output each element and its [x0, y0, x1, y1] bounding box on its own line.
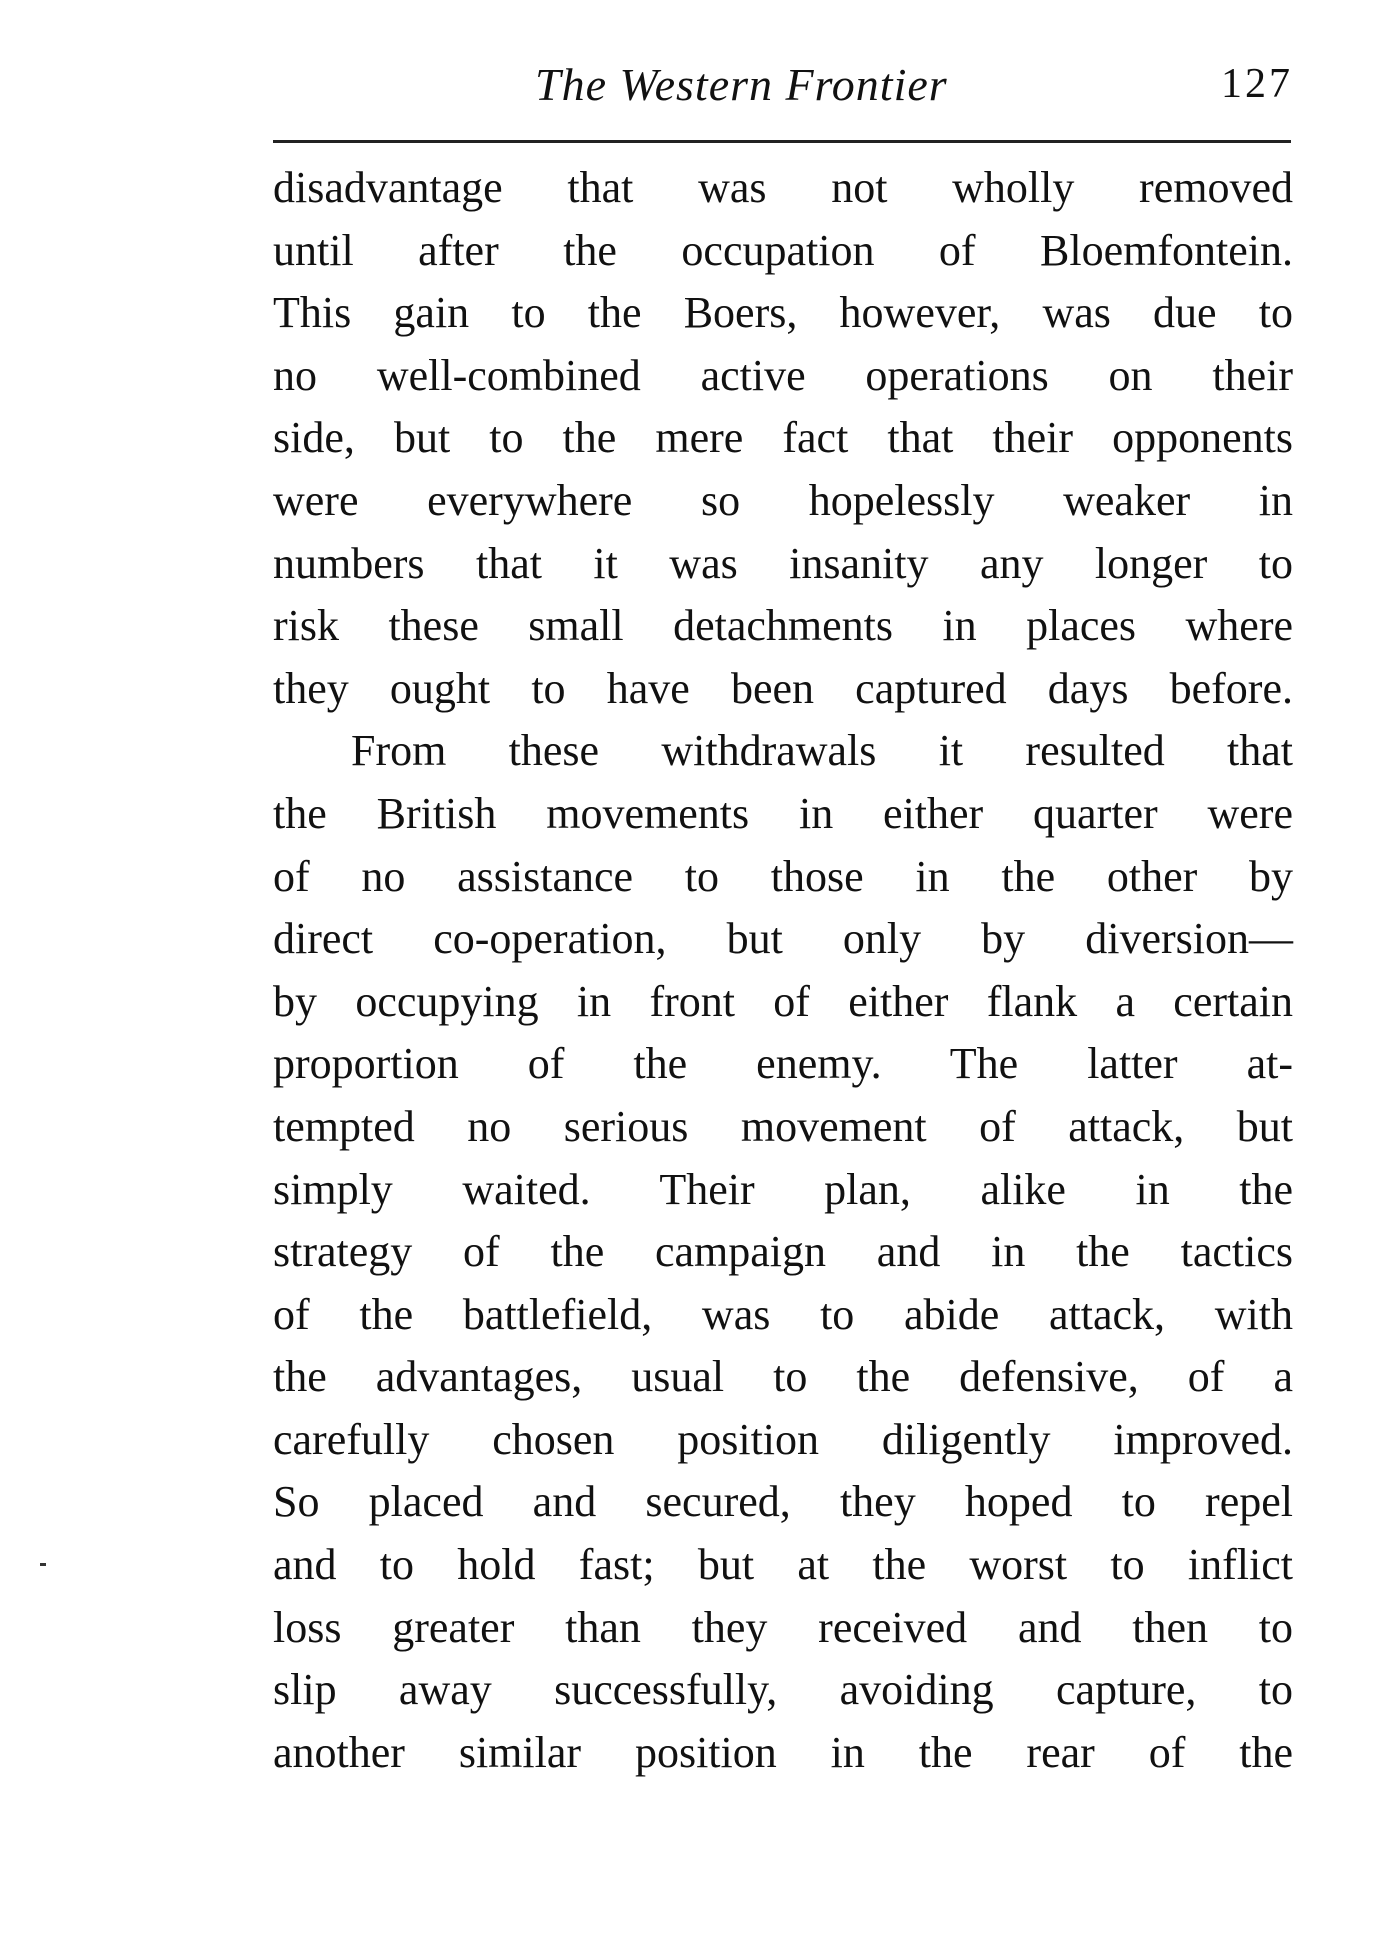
text-line: were everywhere so hopelessly weaker in — [273, 475, 1293, 525]
text-line: This gain to the Boers, however, was due to — [273, 288, 1293, 338]
text-line: slip away successfully, avoiding capture, to — [273, 1665, 1293, 1715]
text-line: of the battlefield, was to abide attack, with — [273, 1289, 1293, 1339]
text-line: of no assistance to those in the other by — [273, 851, 1293, 901]
text-line: From these withdrawals it resulted that — [351, 726, 1293, 776]
text-line: simply waited. Their plan, alike in the — [273, 1164, 1293, 1214]
running-head — [273, 58, 1293, 118]
body-text — [273, 157, 1293, 1784]
page-number: 127 — [1221, 61, 1293, 107]
text-line: loss greater than they received and then to — [273, 1602, 1293, 1652]
text-line: side, but to the mere fact that their opponents — [273, 413, 1293, 463]
text-line: they ought to have been captured days before. — [273, 663, 1293, 713]
text-line: no well-combined active operations on their — [273, 350, 1293, 400]
header-rule — [273, 140, 1291, 143]
running-title: The Western Frontier — [535, 59, 948, 110]
text-line: by occupying in front of either flank a certain — [273, 976, 1293, 1026]
text-line: the advantages, usual to the defensive, of a — [273, 1352, 1293, 1402]
text-line: direct co-operation, but only by diversion— — [273, 914, 1293, 964]
text-line: carefully chosen position diligently improved. — [273, 1414, 1293, 1464]
text-line: numbers that it was insanity any longer to — [273, 538, 1293, 588]
text-line: until after the occupation of Bloemfontein. — [273, 225, 1293, 275]
text-line: risk these small detachments in places where — [273, 601, 1293, 651]
text-line: So placed and secured, they hoped to repel — [273, 1477, 1293, 1527]
text-line: the British movements in either quarter were — [273, 788, 1293, 838]
text-line: proportion of the enemy. The latter at- — [273, 1039, 1293, 1089]
text-line: strategy of the campaign and in the tactics — [273, 1227, 1293, 1277]
text-line: tempted no serious movement of attack, but — [273, 1101, 1293, 1151]
text-line: disadvantage that was not wholly removed — [273, 163, 1293, 212]
text-line: and to hold fast; but at the worst to inflict — [273, 1540, 1293, 1590]
margin-mark — [40, 1563, 46, 1566]
text-line: another similar position in the rear of the — [273, 1727, 1293, 1777]
